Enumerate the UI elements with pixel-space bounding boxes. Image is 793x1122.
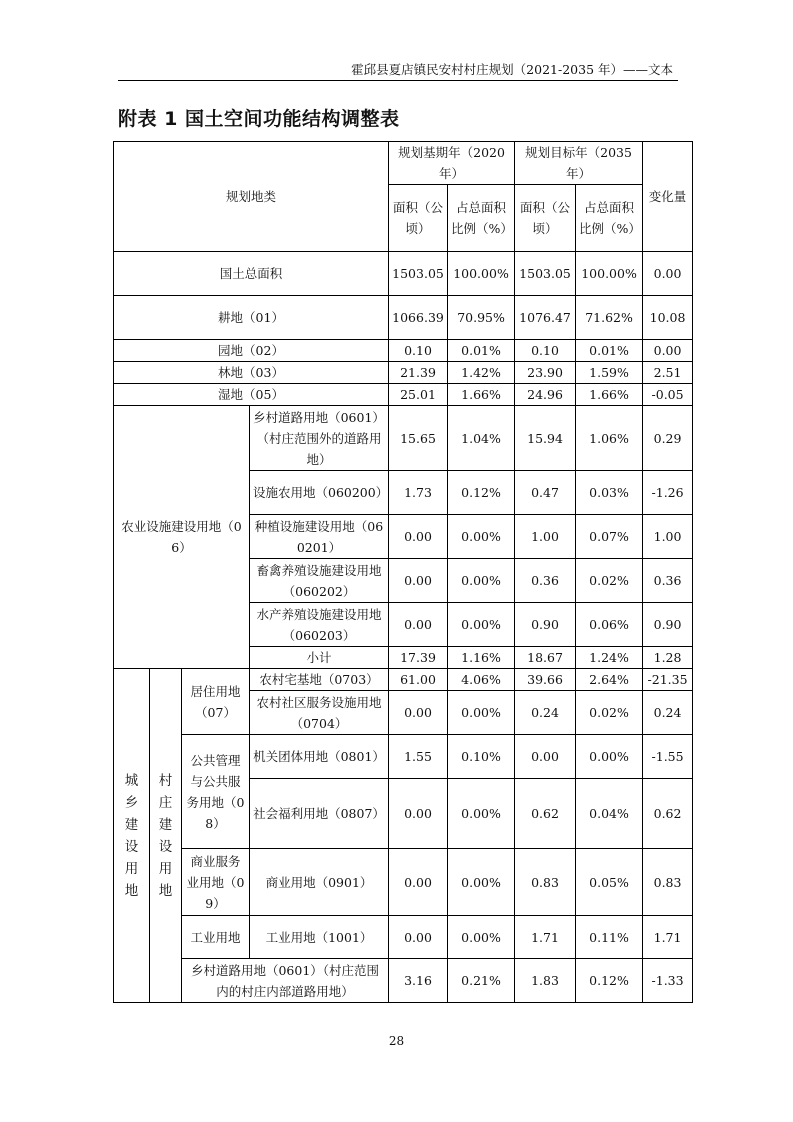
target-area: 15.94 [515,406,576,471]
base-share: 1.66% [448,384,515,406]
table-title: 附表 1 国土空间功能结构调整表 [118,108,400,130]
target-share: 0.05% [576,849,643,916]
target-share: 0.02% [576,691,643,735]
base-area: 0.00 [389,559,448,603]
table-row [114,735,693,779]
change-value: -1.26 [643,471,693,515]
base-share: 1.42% [448,362,515,384]
header-base-area: 面积（公顷） [389,185,448,252]
table-row [114,916,693,959]
base-share: 0.12% [448,471,515,515]
target-share: 1.06% [576,406,643,471]
change-value: 0.00 [643,252,693,296]
base-area: 25.01 [389,384,448,406]
urban-group-label: 城乡建设用地 [114,669,150,1003]
base-share: 0.00% [448,515,515,559]
page-number: 28 [388,1034,405,1048]
change-value: -1.55 [643,735,693,779]
target-share: 0.12% [576,959,643,1003]
row-label: 设施农用地（060200） [250,471,389,515]
row-label: 林地（03） [114,362,389,384]
target-share: 71.62% [576,296,643,340]
change-value: -21.35 [643,669,693,691]
target-area: 0.00 [515,735,576,779]
row-label: 畜禽养殖设施建设用地（060202） [250,559,389,603]
target-area: 1.00 [515,515,576,559]
base-area: 0.00 [389,779,448,849]
row-label: 工业用地（1001） [250,916,389,959]
target-area: 0.62 [515,779,576,849]
row-label: 乡村道路用地（0601）（村庄范围外的道路用地） [250,406,389,471]
table-row [114,959,693,1003]
target-area: 0.83 [515,849,576,916]
land-use-adjustment-table [113,141,693,1003]
row-label: 耕地（01） [114,296,389,340]
base-area: 0.00 [389,515,448,559]
base-area: 21.39 [389,362,448,384]
base-share: 0.00% [448,916,515,959]
row-label: 园地（02） [114,340,389,362]
table-row [114,340,693,362]
target-share: 0.06% [576,603,643,647]
row-label: 水产养殖设施建设用地（060203） [250,603,389,647]
header-target-area: 面积（公顷） [515,185,576,252]
table-row [114,252,693,296]
change-value: 2.51 [643,362,693,384]
header-base-year: 规划基期年（2020 年） [389,142,515,185]
base-share: 0.00% [448,779,515,849]
base-share: 0.10% [448,735,515,779]
target-area: 0.47 [515,471,576,515]
target-share: 0.02% [576,559,643,603]
base-area: 1.55 [389,735,448,779]
base-area: 1066.39 [389,296,448,340]
header-target-share: 占总面积比例（%） [576,185,643,252]
change-value: 0.36 [643,559,693,603]
industrial-group-label: 工业用地 [182,916,250,959]
change-value: -0.05 [643,384,693,406]
change-value: -1.33 [643,959,693,1003]
row-label: 农村社区服务设施用地（0704） [250,691,389,735]
table-row [114,384,693,406]
base-share: 4.06% [448,669,515,691]
header-base-share: 占总面积比例（%） [448,185,515,252]
base-area: 1.73 [389,471,448,515]
table-row [114,669,693,691]
header-target-year: 规划目标年（2035 年） [515,142,643,185]
running-header: 霍邱县夏店镇民安村村庄规划（2021-2035 年）——文本 [351,62,673,77]
change-value: 1.71 [643,916,693,959]
target-share: 0.00% [576,735,643,779]
target-share: 0.11% [576,916,643,959]
table-row [114,296,693,340]
change-value: 0.62 [643,779,693,849]
target-area: 0.90 [515,603,576,647]
base-share: 0.00% [448,559,515,603]
target-share: 2.64% [576,669,643,691]
target-area: 1.83 [515,959,576,1003]
table-row [114,406,693,471]
row-label: 湿地（05） [114,384,389,406]
header-row [114,142,693,185]
change-value: 0.00 [643,340,693,362]
agri-group-label: 农业设施建设用地（06） [114,406,250,669]
target-share: 0.07% [576,515,643,559]
base-share: 1.16% [448,647,515,669]
change-value: 10.08 [643,296,693,340]
row-label: 国土总面积 [114,252,389,296]
row-label: 机关团体用地（0801） [250,735,389,779]
target-area: 1.71 [515,916,576,959]
table-row [114,362,693,384]
base-area: 3.16 [389,959,448,1003]
target-area: 39.66 [515,669,576,691]
change-value: 0.24 [643,691,693,735]
target-area: 1076.47 [515,296,576,340]
base-area: 17.39 [389,647,448,669]
change-value: 1.00 [643,515,693,559]
target-area: 0.10 [515,340,576,362]
header-rule [118,80,678,81]
change-value: 0.29 [643,406,693,471]
base-share: 0.00% [448,849,515,916]
base-area: 0.00 [389,916,448,959]
base-share: 0.00% [448,691,515,735]
row-label: 小计 [250,647,389,669]
base-share: 100.00% [448,252,515,296]
base-share: 0.01% [448,340,515,362]
target-area: 0.36 [515,559,576,603]
row-label: 农村宅基地（0703） [250,669,389,691]
change-value: 1.28 [643,647,693,669]
base-area: 1503.05 [389,252,448,296]
base-area: 0.00 [389,691,448,735]
row-label: 种植设施建设用地（060201） [250,515,389,559]
target-share: 1.24% [576,647,643,669]
base-share: 1.04% [448,406,515,471]
target-share: 100.00% [576,252,643,296]
residential-group-label: 居住用地（07） [182,669,250,735]
target-area: 1503.05 [515,252,576,296]
public-group-label: 公共管理与公共服务用地（08） [182,735,250,849]
target-share: 0.04% [576,779,643,849]
header-change: 变化量 [643,142,693,252]
base-share: 0.21% [448,959,515,1003]
target-area: 18.67 [515,647,576,669]
target-area: 0.24 [515,691,576,735]
target-area: 24.96 [515,384,576,406]
base-share: 0.00% [448,603,515,647]
row-label: 乡村道路用地（0601）（村庄范围内的村庄内部道路用地） [182,959,389,1003]
target-share: 0.03% [576,471,643,515]
target-share: 0.01% [576,340,643,362]
base-area: 15.65 [389,406,448,471]
base-area: 0.00 [389,849,448,916]
village-group-label: 村庄建设用地 [150,669,182,1003]
table-row [114,849,693,916]
base-area: 0.00 [389,603,448,647]
base-area: 0.10 [389,340,448,362]
header-category: 规划地类 [114,142,389,252]
row-label: 社会福利用地（0807） [250,779,389,849]
change-value: 0.90 [643,603,693,647]
target-share: 1.66% [576,384,643,406]
target-area: 23.90 [515,362,576,384]
base-share: 70.95% [448,296,515,340]
commercial-group-label: 商业服务业用地（09） [182,849,250,916]
change-value: 0.83 [643,849,693,916]
base-area: 61.00 [389,669,448,691]
row-label: 商业用地（0901） [250,849,389,916]
target-share: 1.59% [576,362,643,384]
